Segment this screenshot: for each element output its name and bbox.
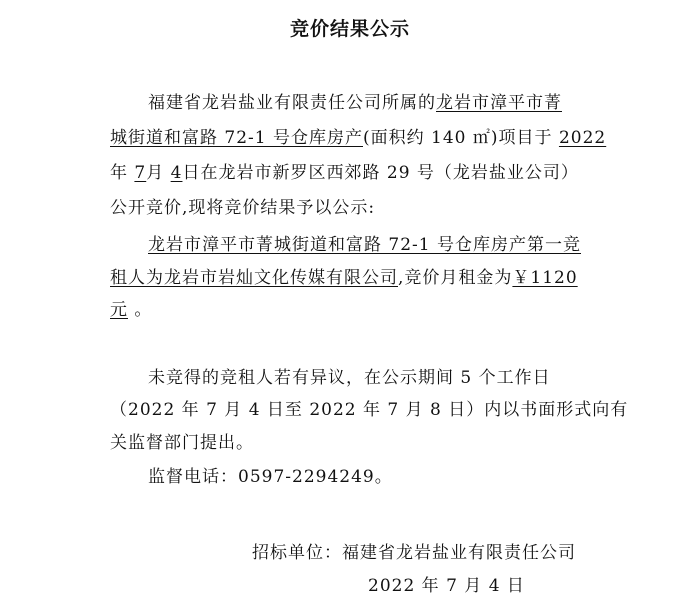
month-value: 7 bbox=[134, 163, 147, 183]
project-name-part2: 城街道和富路 72-1 号仓库房产 bbox=[110, 128, 363, 148]
rent-amount: ￥1120 bbox=[512, 268, 578, 288]
para2-line2 bbox=[110, 267, 578, 289]
location-text: 日在龙岩市新罗区西郊路 29 号（龙岩盐业公司） bbox=[182, 163, 579, 183]
date-line: 2022 年 7 月 4 日 bbox=[368, 576, 525, 596]
year-unit: 年 bbox=[110, 163, 135, 183]
period-mark: 。 bbox=[128, 300, 153, 320]
para2-line1: 龙岩市漳平市菁城街道和富路 72-1 号仓库房产第一竞 bbox=[148, 235, 581, 255]
winner-company: 龙岩市岩灿文化传媒有限公司 bbox=[164, 268, 398, 288]
issuer-line: 招标单位：福建省龙岩盐业有限责任公司 bbox=[252, 543, 576, 563]
para3-line3: 关监督部门提出。 bbox=[110, 433, 254, 453]
phone-line: 监督电话：0597-2294249。 bbox=[148, 467, 393, 487]
month-unit: 月 bbox=[146, 163, 171, 183]
para3-line2: （2022 年 7 月 4 日至 2022 年 7 月 8 日）内以书面形式向有 bbox=[110, 400, 629, 420]
para1-text: 福建省龙岩盐业有限责任公司所属的 bbox=[148, 93, 436, 113]
area-text: (面积约 140 ㎡)项目于 bbox=[363, 128, 559, 148]
para1-line4: 公开竞价,现将竞价结果予以公示: bbox=[110, 198, 376, 218]
currency-unit: 元 bbox=[110, 300, 128, 320]
year-value: 2022 bbox=[558, 128, 607, 148]
para3-line1: 未竞得的竞租人若有异议，在公示期间 5 个工作日 bbox=[148, 368, 551, 388]
rent-label: ,竞价月租金为 bbox=[398, 268, 513, 288]
project-name-part1: 龙岩市漳平市菁 bbox=[436, 93, 562, 113]
para2-line3 bbox=[110, 299, 152, 321]
para1-line2 bbox=[110, 127, 606, 149]
para1-line1 bbox=[148, 92, 562, 114]
day-value: 4 bbox=[170, 163, 183, 183]
para1-line3 bbox=[110, 162, 579, 184]
lessee-prefix: 租人为 bbox=[110, 268, 164, 288]
page-title: 竞价结果公示 bbox=[289, 18, 410, 40]
